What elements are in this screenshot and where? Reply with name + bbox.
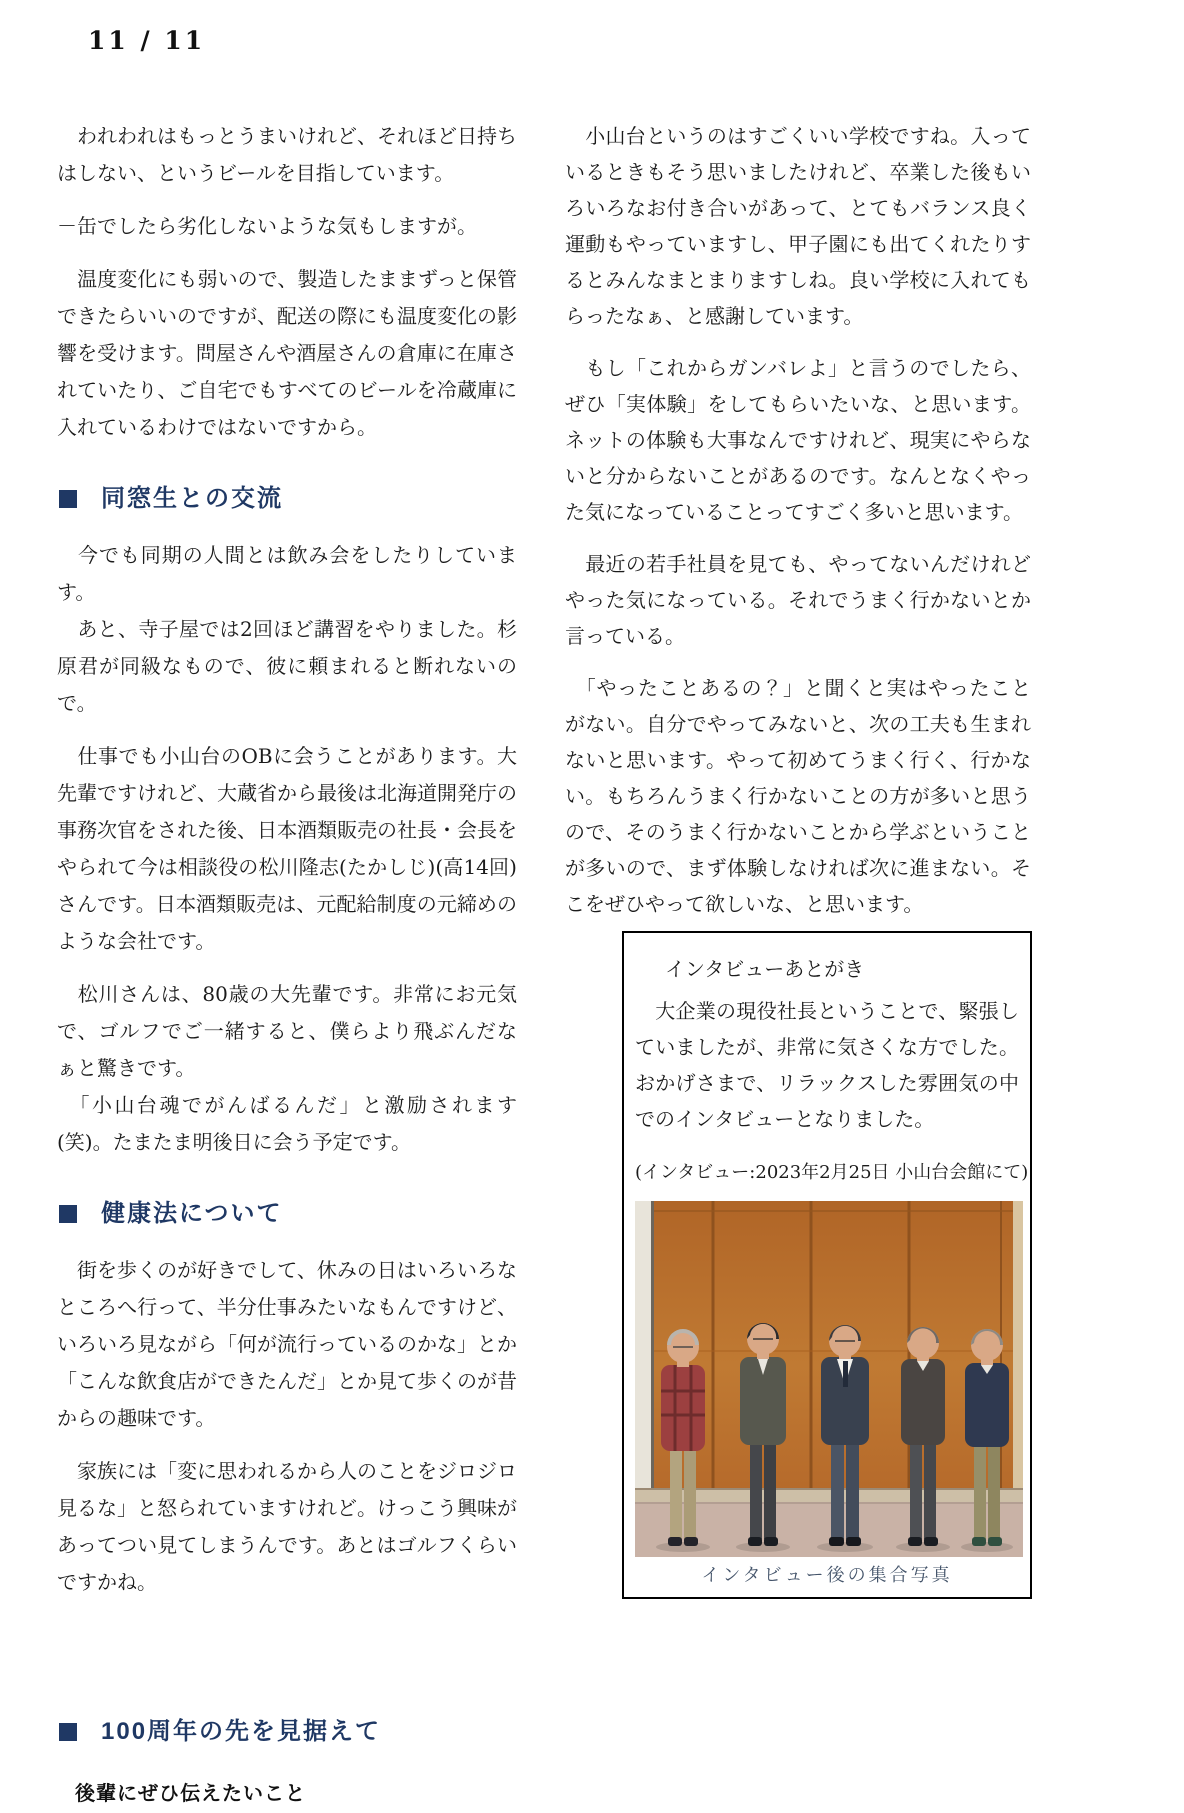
paragraph: 松川さんは、80歳の大先輩です。非常にお元気で、ゴルフでご一緒すると、僕らより飛ぶんだなぁと驚きです。 (57, 982, 517, 1080)
paragraph: 街を歩くのが好きでして、休みの日はいろいろなところへ行って、半分仕事みたいなもんですけど、いろいろ見ながら「何が流行っているのかな」とか「こんな飲食店ができたんだ」とか見て歩くのが昔からの趣味です。 (57, 1258, 517, 1430)
right-column (565, 118, 1031, 922)
paragraph: あと、寺子屋では2回ほど講習をやりました。杉原君が同級なもので、彼に頼まれると断れないので。 (57, 617, 517, 715)
section-title: 同窓生との交流 (101, 485, 283, 512)
page-number: 11 / 11 (88, 26, 206, 55)
section-bullet-square-icon (59, 490, 77, 508)
paragraph: われわれはもっとうまいけれど、それほど日持ちはしない、というビールを目指しています。 (57, 124, 517, 185)
paragraph: 「小山台魂でがんばるんだ」と激励されます(笑)。たまたま明後日に会う予定です。 (57, 1093, 517, 1154)
section-title: 100周年の先を見据えて (101, 1718, 382, 1745)
paragraph: 最近の若手社員を見ても、やってないんだけれどやった気になっている。それでうまく行かないとか言っている。 (565, 552, 1031, 648)
section-bullet-square-icon (59, 1723, 77, 1741)
section-subtitle: 後輩にぜひ伝えたいこと (75, 1783, 306, 1805)
photo-caption: インタビュー後の集合写真 (701, 1565, 953, 1585)
afterword-body: 大企業の現役社長ということで、緊張していましたが、非常に気さくな方でした。おかげさまで、リラックスした雰囲気の中でのインタビューとなりました。 (635, 999, 1019, 1131)
afterword-title: インタビューあとがき (665, 957, 865, 981)
section-heading-alumni (59, 480, 517, 517)
paragraph: もし「これからガンバレよ」と言うのでしたら、ぜひ「実体験」をしてもらいたいな、と思います。ネットの体験も大事なんですけれど、現実にやらないと分からないことがあるのです。なんとなくやった気になっていることってすごく多いと思います。 (565, 356, 1031, 524)
section-title: 健康法について (101, 1200, 283, 1227)
paragraph: 温度変化にも弱いので、製造したままずっと保管できたらいいのですが、配送の際にも温度変化の影響を受けます。問屋さんや酒屋さんの倉庫に在庫されていたり、ご自宅でもすべてのビールを冷蔵庫に入れているわけではないですから。 (57, 267, 517, 439)
group-photo (635, 1201, 1023, 1557)
section-heading-100th (59, 1713, 517, 1750)
afterword-box (622, 931, 1032, 1599)
paragraph: 仕事でも小山台のOBに会うことがあります。大先輩ですけれど、大蔵省から最後は北海道開発庁の事務次官をされた後、日本酒類販売の社長・会長をやられて今は相談役の松川隆志(たかしじ)(高14回)さんです。日本酒類販売は、元配給制度の元締めのような会社です。 (57, 744, 517, 953)
interview-date-line: (インタビュー:2023年2月25日 小山台会館にて) (635, 1162, 1029, 1183)
left-column (57, 118, 517, 1813)
paragraph: 家族には「変に思われるから人のことをジロジロ見るな」と怒られていますけれど。けっこう興味があってつい見てしまうんです。あとはゴルフくらいですかね。 (57, 1459, 517, 1594)
paragraph: －缶でしたら劣化しないような気もしますが。 (57, 214, 477, 238)
section-heading-health (59, 1195, 517, 1232)
paragraph: 「やったことあるの？」と聞くと実はやったことがない。自分でやってみないと、次の工夫も生まれないと思います。やって初めてうまく行く、行かない。もちろんうまく行かないことの方が多いと思うので、そのうまく行かないことから学ぶということが多いので、まず体験しなければ次に進まない。そこをぜひやって欲しいな、と思います。 (565, 676, 1031, 916)
paragraph: 今でも同期の人間とは飲み会をしたりしています。 (57, 543, 517, 604)
paragraph: 小山台というのはすごくいい学校ですね。入っているときもそう思いましたけれど、卒業した後もいろいろなお付き合いがあって、とてもバランス良く運動もやっていますし、甲子園にも出てくれたりするとみんなまとまりますしね。良い学校に入れてもらったなぁ、と感謝しています。 (565, 124, 1031, 328)
section-bullet-square-icon (59, 1205, 77, 1223)
